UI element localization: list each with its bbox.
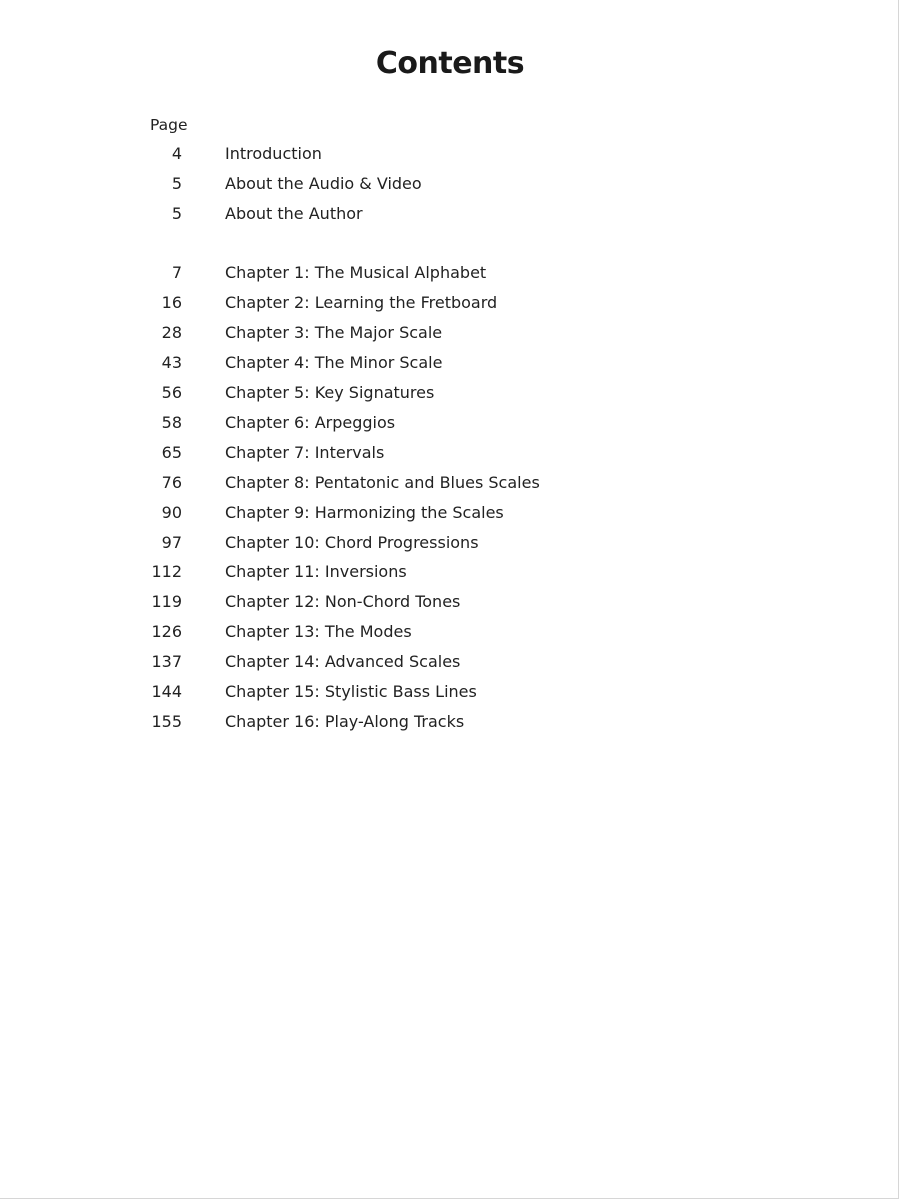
toc-page-number: 5 xyxy=(171,174,182,193)
toc-page-number: 90 xyxy=(161,503,182,522)
toc-entry-title: Chapter 15: Stylistic Bass Lines xyxy=(225,682,477,701)
toc-entry-title: Chapter 1: The Musical Alphabet xyxy=(225,263,487,282)
toc-entry-chapter-11 xyxy=(0,561,900,591)
toc-entry-title: Chapter 10: Chord Progressions xyxy=(225,533,479,552)
toc-page-number: 7 xyxy=(171,263,182,282)
toc-entry-title: Chapter 11: Inversions xyxy=(225,562,407,581)
toc-entry-chapter-15 xyxy=(0,681,900,711)
toc-entry-introduction xyxy=(0,143,900,173)
toc-page-number: 28 xyxy=(161,323,182,342)
toc-entry-chapter-2 xyxy=(0,292,900,322)
toc-page-number: 126 xyxy=(151,622,182,641)
toc-entry-title: Chapter 7: Intervals xyxy=(225,443,385,462)
toc-entry-title: Chapter 5: Key Signatures xyxy=(225,383,435,402)
toc-entry-chapter-5 xyxy=(0,382,900,412)
toc-page-number: 65 xyxy=(161,443,182,462)
toc-entry-chapter-13 xyxy=(0,621,900,651)
toc-page-number: 144 xyxy=(151,682,182,701)
toc-page-number: 5 xyxy=(171,204,182,223)
toc-entry-chapter-12 xyxy=(0,591,900,621)
toc-page-number: 137 xyxy=(151,652,182,671)
toc-page-number: 4 xyxy=(171,144,182,163)
toc-page-number: 119 xyxy=(151,592,182,611)
toc-entry-title: Chapter 6: Arpeggios xyxy=(225,413,396,432)
page-title: Contents xyxy=(375,46,525,81)
toc-page-number: 112 xyxy=(151,562,182,581)
toc-entry-title: Chapter 16: Play-Along Tracks xyxy=(225,712,465,731)
toc-entry-title: Chapter 9: Harmonizing the Scales xyxy=(225,503,504,522)
toc-entry-chapter-3 xyxy=(0,322,900,352)
toc-entry-title: Chapter 8: Pentatonic and Blues Scales xyxy=(225,473,540,492)
toc-entry-chapter-6 xyxy=(0,412,900,442)
toc-entry-title: About the Audio & Video xyxy=(225,174,422,193)
toc-entry-chapter-7 xyxy=(0,442,900,472)
toc-entry-chapter-14 xyxy=(0,651,900,681)
toc-entry-title: Chapter 4: The Minor Scale xyxy=(225,353,443,372)
toc-entry-chapter-10 xyxy=(0,532,900,562)
toc-entry-title: Chapter 14: Advanced Scales xyxy=(225,652,461,671)
toc-entry-title: Chapter 2: Learning the Fretboard xyxy=(225,293,498,312)
toc-page-number: 16 xyxy=(161,293,182,312)
toc-entry-chapter-9 xyxy=(0,502,900,532)
toc-entry-title: Chapter 12: Non-Chord Tones xyxy=(225,592,461,611)
toc-page-number: 56 xyxy=(161,383,182,402)
toc-page-number: 76 xyxy=(161,473,182,492)
page-column-header: Page xyxy=(150,116,188,134)
toc-entry-chapter-8 xyxy=(0,472,900,502)
toc-entry-title: About the Author xyxy=(225,204,363,223)
toc-entry-about-author xyxy=(0,203,900,233)
toc-page-number: 155 xyxy=(151,712,182,731)
toc-page-number: 97 xyxy=(161,533,182,552)
toc-entry-title: Chapter 13: The Modes xyxy=(225,622,412,641)
toc-page-number: 58 xyxy=(161,413,182,432)
toc-entry-chapter-16 xyxy=(0,711,900,741)
toc-entry-chapter-4 xyxy=(0,352,900,382)
toc-entry-title: Chapter 3: The Major Scale xyxy=(225,323,443,342)
toc-entry-chapter-1 xyxy=(0,262,900,292)
toc-entry-title: Introduction xyxy=(225,144,322,163)
toc-entry-about-audio-video xyxy=(0,173,900,203)
toc-page-number: 43 xyxy=(161,353,182,372)
